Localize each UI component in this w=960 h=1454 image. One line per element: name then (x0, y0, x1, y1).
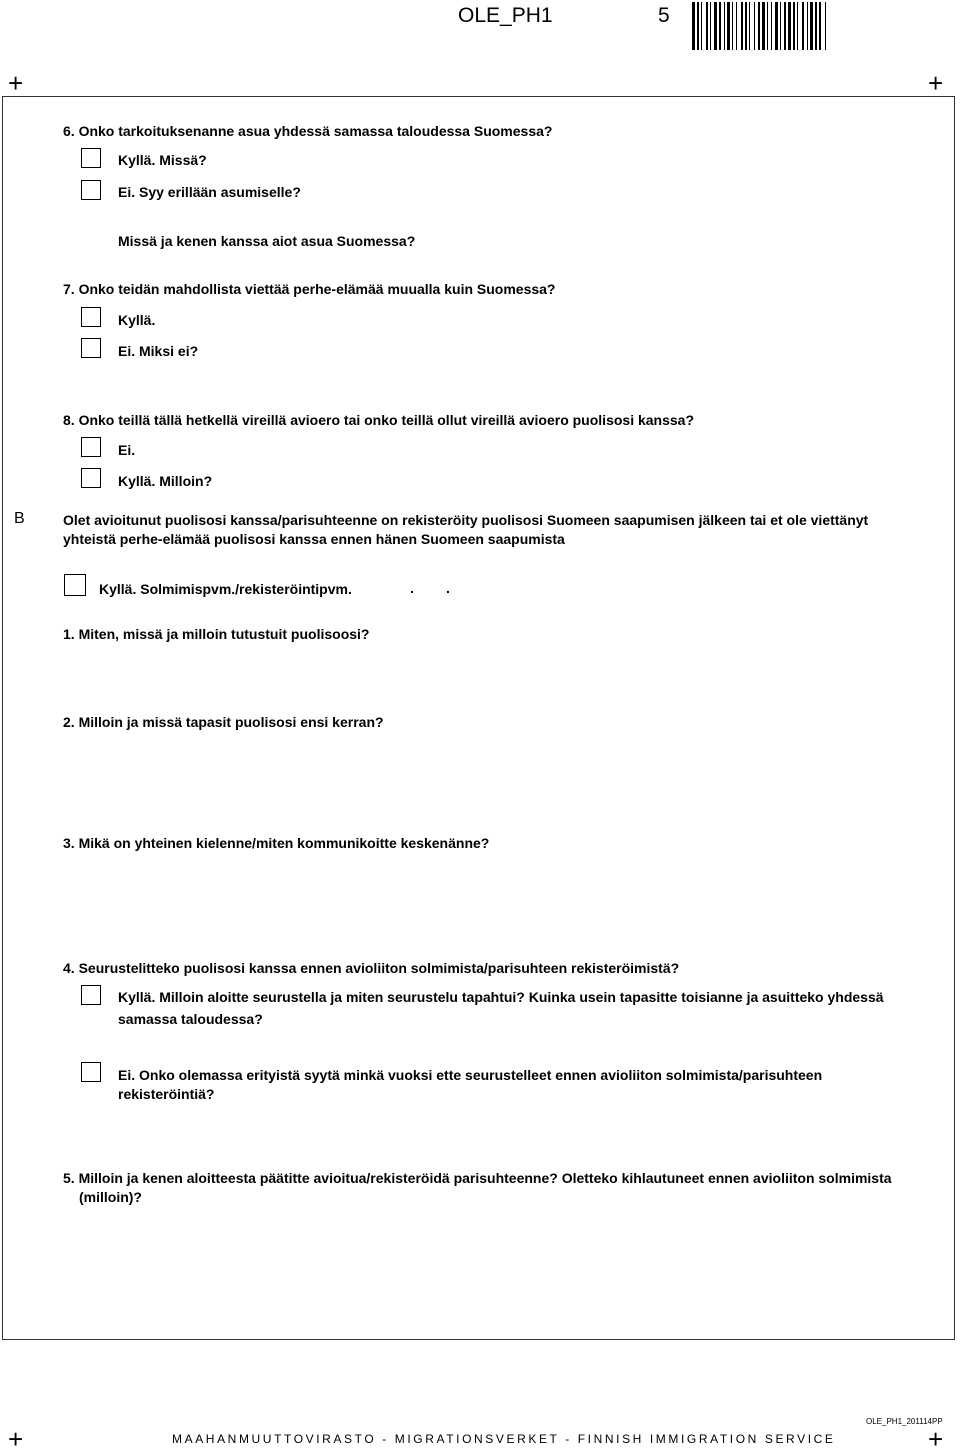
checkbox-q6-no[interactable] (81, 180, 101, 200)
section-b-question-5-line-2: (milloin)? (79, 1189, 142, 1205)
checkbox-q4-no[interactable] (81, 1062, 101, 1082)
q8-yes-label: Kyllä. Milloin? (118, 473, 213, 489)
footer-agency: MAAHANMUUTTOVIRASTO - MIGRATIONSVERKET - FINNISH IMMIGRATION SERVICE (172, 1432, 836, 1446)
checkbox-q8-yes[interactable] (81, 468, 101, 488)
q4-no-line-1: Ei. Onko olemassa erityistä syytä minkä vuoksi ette seurustelleet ennen avioliiton solmimista/parisuhteen (118, 1067, 823, 1083)
checkbox-q8-no[interactable] (81, 437, 101, 457)
checkbox-marriage-date[interactable] (64, 574, 86, 596)
checkbox-q7-no[interactable] (81, 338, 101, 358)
registration-mark-bottom-right: + (928, 1424, 944, 1454)
registration-mark-bottom-left: + (8, 1424, 24, 1454)
q4-yes-line-2: samassa taloudessa? (118, 1011, 263, 1027)
section-b-intro-line-1: Olet avioitunut puolisosi kanssa/parisuhteenne on rekisteröity puolisosi Suomeen saapumisen jälkeen tai et ole viettänyt (63, 512, 869, 528)
section-b-question-1: 1. Miten, missä ja milloin tutustuit puolisoosi? (63, 626, 370, 642)
q6-yes-label: Kyllä. Missä? (118, 152, 207, 168)
checkbox-q4-yes[interactable] (81, 985, 101, 1005)
q8-no-label: Ei. (118, 442, 136, 458)
marriage-date-label: Kyllä. Solmimispvm./rekisteröintipvm. (99, 581, 352, 597)
section-b-question-4: 4. Seurustelitteko puolisosi kanssa ennen avioliiton solmimista/parisuhteen rekisteröimistä? (63, 960, 680, 976)
q6-followup: Missä ja kenen kanssa aiot asua Suomessa? (118, 233, 416, 249)
section-letter: B (14, 510, 25, 527)
registration-mark-top-right: + (928, 68, 944, 98)
question-6: 6. Onko tarkoituksenanne asua yhdessä samassa taloudessa Suomessa? (63, 123, 553, 139)
q4-yes-line-1: Kyllä. Milloin aloitte seurustella ja miten seurustelu tapahtui? Kuinka usein tapasitte toisianne ja asuitteko yhdessä (118, 989, 884, 1005)
form-code: OLE_PH1 (458, 4, 553, 27)
question-7: 7. Onko teidän mahdollista viettää perhe-elämää muualla kuin Suomessa? (63, 281, 556, 297)
registration-mark-top-left: + (8, 68, 24, 98)
date-separator-2: . (446, 580, 450, 596)
q7-no-label: Ei. Miksi ei? (118, 343, 199, 359)
q6-no-label: Ei. Syy erillään asumiselle? (118, 184, 301, 200)
section-b-question-2: 2. Milloin ja missä tapasit puolisosi ensi kerran? (63, 714, 384, 730)
footer-document-code: OLE_PH1_201114PP (866, 1417, 943, 1426)
q4-no-line-2: rekisteröintiä? (118, 1086, 215, 1102)
section-b-intro-line-2: yhteistä perhe-elämää puolisosi kanssa ennen hänen Suomeen saapumista (63, 531, 565, 547)
date-separator-1: . (410, 580, 414, 596)
section-b-question-5-line-1: 5. Milloin ja kenen aloitteesta päätitte avioitua/rekisteröidä parisuhteenne? Oletteko kihlautuneet ennen avioliiton solmimista (63, 1170, 892, 1186)
q7-yes-label: Kyllä. (118, 312, 156, 328)
page-number: 5 (658, 4, 670, 27)
question-8: 8. Onko teillä tällä hetkellä vireillä avioero tai onko teillä ollut vireillä avioero puolisosi kanssa? (63, 412, 695, 428)
checkbox-q6-yes[interactable] (81, 148, 101, 168)
checkbox-q7-yes[interactable] (81, 307, 101, 327)
section-b-question-3: 3. Mikä on yhteinen kielenne/miten kommunikoitte keskenänne? (63, 835, 490, 851)
barcode (692, 2, 958, 50)
